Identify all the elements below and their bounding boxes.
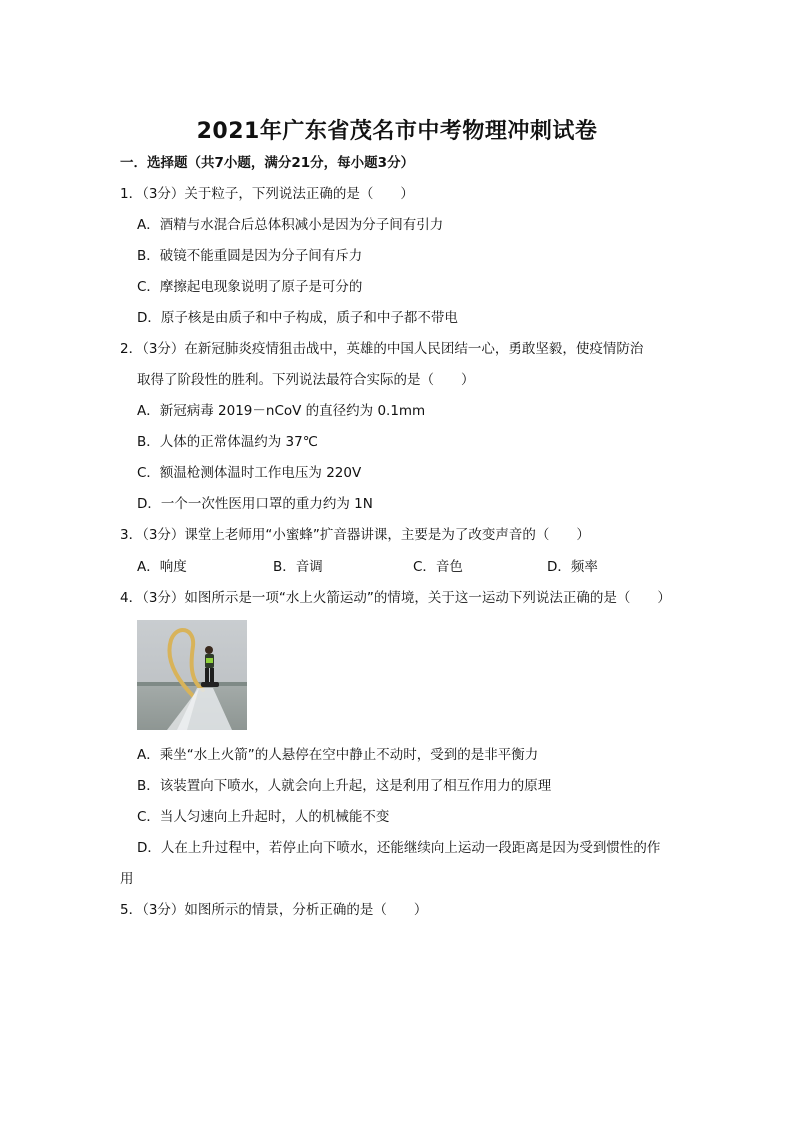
question-3-option-a: A．响度 xyxy=(137,559,187,575)
question-3-option-c: C．音色 xyxy=(413,559,463,575)
question-4-option-d-cont: 用 xyxy=(120,871,134,887)
question-2-option-a: A．新冠病毒 2019－nCoV 的直径约为 0.1mm xyxy=(137,403,426,419)
question-4-option-c: C．当人匀速向上升起时，人的机械能不变 xyxy=(137,809,390,825)
question-1-stem: 1．（3分）关于粒子，下列说法正确的是（ ） xyxy=(120,186,414,202)
question-2-stem: 2．（3分）在新冠肺炎疫情狙击战中，英雄的中国人民团结一心，勇敢坚毅，使疫情防治 xyxy=(120,341,644,357)
question-4-option-a: A．乘坐“水上火箭”的人悬停在空中静止不动时，受到的是非平衡力 xyxy=(137,747,539,763)
question-4-option-d: D．人在上升过程中，若停止向下喷水，还能继续向上运动一段距离是因为受到惯性的作 xyxy=(137,840,661,856)
question-2-option-d: D．一个一次性医用口罩的重力约为 1N xyxy=(137,496,373,512)
question-1-option-d: D．原子核是由质子和中子构成，质子和中子都不带电 xyxy=(137,310,458,326)
question-2-option-b: B．人体的正常体温约为 37℃ xyxy=(137,434,318,450)
question-1-option-c: C．摩擦起电现象说明了原子是可分的 xyxy=(137,279,363,295)
question-3-stem: 3．（3分）课堂上老师用“小蜜蜂”扩音器讲课，主要是为了改变声音的（ ） xyxy=(120,527,590,543)
water-jetpack-photo xyxy=(137,620,247,730)
section-heading: 一．选择题（共7小题，满分21分，每小题3分） xyxy=(120,155,415,171)
question-1-option-b: B．破镜不能重圆是因为分子间有斥力 xyxy=(137,248,363,264)
question-4-stem: 4．（3分）如图所示是一项“水上火箭运动”的情境，关于这一运动下列说法正确的是（ ） xyxy=(120,590,671,606)
question-2-stem-cont: 取得了阶段性的胜利。下列说法最符合实际的是（ ） xyxy=(137,372,475,388)
question-3-option-d: D．频率 xyxy=(547,559,598,575)
question-1-option-a: A．酒精与水混合后总体积减小是因为分子间有引力 xyxy=(137,217,444,233)
question-3-option-b: B．音调 xyxy=(273,559,323,575)
question-2-option-c: C．额温枪测体温时工作电压为 220V xyxy=(137,465,362,481)
question-5-stem: 5．（3分）如图所示的情景，分析正确的是（ ） xyxy=(120,902,428,918)
page-title: 2021年广东省茂名市中考物理冲刺试卷 xyxy=(196,119,598,144)
question-4-option-b: B．该装置向下喷水，人就会向上升起，这是利用了相互作用力的原理 xyxy=(137,778,552,794)
